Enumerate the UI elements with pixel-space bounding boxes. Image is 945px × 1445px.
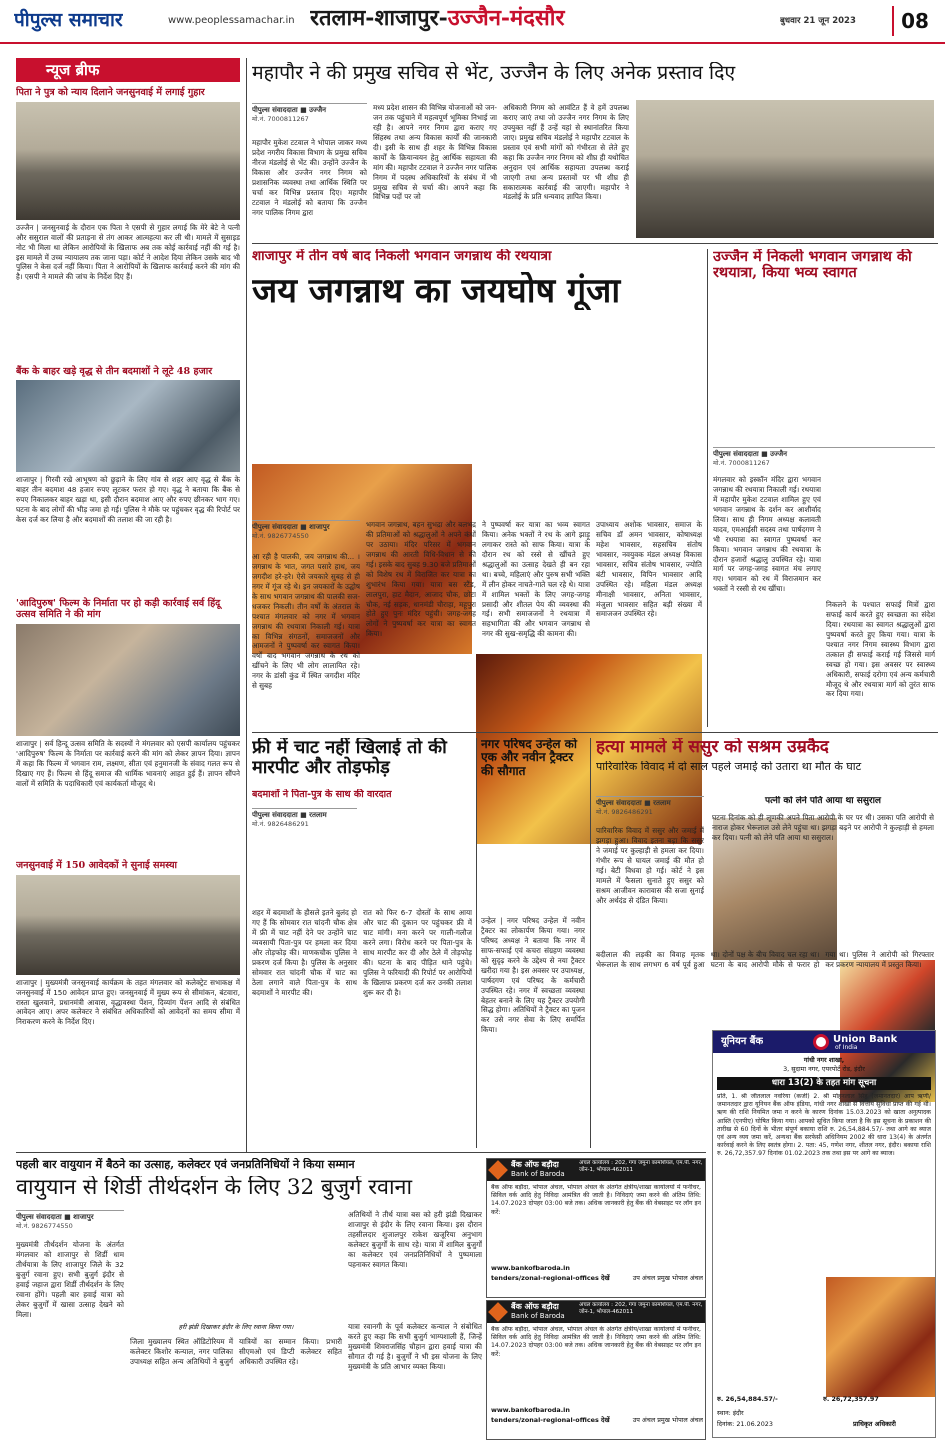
story-mayor-col3: अधिकारी निगम को आवंटित हैं वे हमें उपलब्ध कराए जाएं तथा जो उज्जैन नगर निगम के लिए उपयुक्त नहीं हैं उन्हें यहां से स्थानांतरित किया जाए। प्रमुख सचिव मंडलोई ने महापौर टटवाल के प्रस्ताव एवं सभी मांगों को गंभीरता से लेते हुए कहा कि उज्जैन नगर निगम को शीघ्र ही यथोचित अनुदान एवं आर्थिक सहायता उपलब्ध कराई जाएगी तथा अन्य प्रस्तावों पर भी शीघ्र ही सकारात्मक कार्रवाई की जाएगी। महापौर ने मंडलोई के प्रति धन्यवाद ज्ञापित किया।	[503, 103, 629, 202]
brief-3-photo	[16, 624, 240, 736]
news-brief-column	[16, 58, 240, 1148]
bob-ad-1-tender[interactable]: tenders/zonal-regional-offices देखें	[491, 1274, 610, 1282]
issue-date: बुधवार 21 जून 2023	[780, 16, 856, 26]
murder-phone: मो.नं. 9826486291	[596, 808, 653, 817]
brief-item-1	[16, 88, 240, 363]
murder-col1: पारिवारिक विवाद में ससुर और जमाई में झगड़ा हुआ। विवाद इतना बढ़ा कि ससुर ने जमाई पर कुल्हाड़ी से हमला कर दिया। गंभीर रूप से घायल जमाई की मौत हो गई। बेटी विधवा हो गई। कोर्ट ने इस मामले में फैसला सुनाते हुए ससुर को सश्रम आजीवन कारावास की सजा सुनाई और अर्थदंड से दंडित किया।	[596, 826, 704, 905]
rath-phone: मो.नं. 9826774550	[252, 532, 309, 541]
chat-subhead: बदमाशों ने पिता-पुत्र के साथ की वारदात	[252, 789, 392, 800]
brief-3-title: 'आदिपुरुष' फिल्म के निर्माता पर हो कड़ी कार्रवाई सर्व हिंदू उत्सव समिति ने की मांग	[16, 598, 221, 621]
tirth-col1: मुख्यमंत्री तीर्थदर्शन योजना के अंतर्गत मंगलवार को शाजापुर से शिर्डी धाम तीर्थयात्रा के लिए शाजापुर जिले के 32 बुजुर्ग रवाना हुए। सभी बुजुर्ग इंदौर से हवाई जहाज द्वारा शिर्डी तीर्थदर्शन के लिए रवाना होंगे। पहली बार हवाई यात्रा को लेकर बुजुर्गों में खासा उत्साह देखने को मिला।	[16, 1240, 124, 1319]
chat-col2: रात को फिर 6-7 दोस्तों के साथ आया और चाट की दुकान पर पहुंचकर फ्री में चाट मांगी। मना करने पर गाली-गलौज करने लगा। विरोध करने पर पिता-पुत्र के साथ मारपीट कर दी और ठेले में तोड़फोड़ की। घटना के बाद पीड़ित थाने पहुंचे। पुलिस ने फरियादी की रिपोर्ट पर आरोपियों के खिलाफ प्रकरण दर्ज कर उनकी तलाश शुरू कर दी है।	[363, 908, 472, 997]
chat-byline-text: पीपुल्स संवाददाता ■ रतलाम	[252, 811, 327, 819]
bob-ad-2-sign: उप अंचल प्रमुख भोपाल अंचल	[632, 1416, 703, 1424]
brief-4-body: शाजापुर | मुख्यमंत्री जनसुनवाई कार्यक्रम के तहत मंगलवार को कलेक्ट्रेट सभाकक्ष में जनसुनवाई में 150 आवेदन प्राप्त हुए। जनसुनवाई में मुख्य रूप से सीमांकन, बंटवारा, रास्ता खुलवाने, प्रधानमंत्री आवास, वृद्धावस्था पेंशन, दिव्यांग पेंशन आदि से संबंधित आवेदन आए। अपर कलेक्टर ने संबंधित अधिकारियों को आवेदनों का समय सीमा में निराकरण करने के निर्देश दिए।	[16, 977, 240, 1027]
section-title-a: रतलाम-शाजापुर-	[310, 5, 448, 31]
brief-3-body: शाजापुर | सर्व हिन्दू उत्सव समिति के सदस्यों ने मंगलवार को एसपी कार्यालय पहुंचकर 'आदिपुरुष' फिल्म के निर्माता पर कार्रवाई करने की मांग को लेकर ज्ञापन दिया। ज्ञापन में कहा कि फिल्म में भगवान राम, लक्ष्मण, सीता एवं हनुमानजी के संवाद गलत रूप से दिखाए गए हैं। फिल्म से हिंदू समाज की धार्मिक भावनाएं आहत हुई हैं। ज्ञापन सौंपने वालों में समिति के पदाधिकारी एवं कार्यकर्ता मौजूद थे।	[16, 738, 240, 788]
rath-byline-text: पीपुल्स संवाददाता ■ शाजापुर	[252, 523, 330, 531]
union-bank-amount-1: रु. 26,54,884.57/-	[717, 1395, 778, 1403]
union-bank-amount-2: रु. 26,72,357.97	[823, 1395, 879, 1403]
bob-ad-1-sign: उप अंचल प्रमुख भोपाल अंचल	[632, 1274, 703, 1282]
ujjain-rath-phone: मो.नं. 7000811267	[713, 459, 770, 468]
logo[interactable]: पीपुल्स समाचार	[14, 9, 123, 31]
bob-ad-1-body: बैंक ऑफ बड़ौदा, भोपाल अंचल, भोपाल अंचल के अंतर्गत क्षेत्रीय/शाखा कार्यालयों में फर्नीचर, सिविल वर्क आदि हेतु निविदा आमंत्रित की जाती है। निविदाएं जमा करने की अंतिम तिथि: 14.07.2023 दोपहर 03:00 बजे तक। अधिक जानकारी हेतु बैंक की वेबसाइट पर लॉग इन करें:	[491, 1184, 701, 1216]
bob-ad-2-office: अंचल कार्यालय : 202, गंगा जमुना कामर्शियल, एम.पी. नगर, जोन-1, भोपाल-462011	[579, 1302, 703, 1315]
bob-ad-1-name: बैंक ऑफ बड़ौदा	[511, 1160, 559, 1169]
union-bank-body: प्रति, 1. श्री जीतलाल नवरिया (कर्जी) 2. श्री मोहनलाल सिंह (जमानतदार) आप ऋणी/जमानतदार द्वारा यूनियन बैंक ऑफ इंडिया, गांधी नगर शाखा से वित्तीय सुविधा प्राप्त की गई थी। ऋण की राशि नियमित जमा न करने के कारण दिनांक 15.03.2023 को खाता अनुत्पादक आस्ति (एनपीए) घोषित किया गया। आपको सूचित किया जाता है कि इस सूचना के प्रकाशन की तारीख से 60 दिनों के भीतर संपूर्ण बकाया राशि रु. 26,54,884.57/- तथा आगे का ब्याज एवं अन्य व्यय जमा करें, अन्यथा बैंक सरफेसी अधिनियम 2002 की धारा 13(4) के अंतर्गत कार्रवाई करने के लिए स्वतंत्र होगा। 2. पता: 45, गणेश नगर, शीतल नगर, इंदौर। बकाया राशि रु. 26,72,357.97 दिनांक 01.02.2023 तक तथा इस पर आगे का ब्याज।	[717, 1093, 931, 1158]
ujjain-rath-byline	[713, 447, 935, 468]
union-bank-header	[713, 1031, 935, 1053]
union-bank-logo-icon	[813, 1034, 829, 1050]
bob-ad-1-name-en: Bank of Baroda	[511, 1170, 565, 1178]
story-mayor-col1: महापौर मुकेश टटवाल ने भोपाल जाकर मध्य प्रदेश नगरीय विकास विभाग के प्रमुख सचिव नीरज मंडलोई से भेंट की। उन्होंने उज्जैन के विकास और उज्जैन नगर निगम को प्रशासनिक व्यवस्था तथा आर्थिक स्थिति पर चर्चा कर विभिन्न प्रस्ताव दिए। महापौर टटवाल ने मंडलोई को बताया कि उज्जैन नगर पालिक निगम द्वारा	[252, 138, 367, 217]
murder-col3: बदीलाल की लड़की का विवाह मृतक भेरूलाल के साथ लगभग 6 वर्ष पूर्व हुआ था। दोनों पक्ष के बीच विवाद चल रहा था। घटना के बाद आरोपी मौके से फरार हो गया था। पुलिस ने आरोपी को गिरफ्तार कर प्रकरण न्यायालय में प्रस्तुत किया।	[596, 950, 934, 969]
ujjain-rath-col1: मंगलवार को इस्कॉन मंदिर द्वारा भगवान जगन्नाथ की रथयात्रा निकाली गई। रथयात्रा में महापौर मुकेश टटवाल शामिल हुए एवं भगवान जगन्नाथ के दर्शन कर आशीर्वाद लिया। साथ ही निगम अध्यक्ष कलावती यादव, एमआईसी सदस्य तथा पार्षदगण ने भी रथयात्रा का स्वागत पुष्पवर्षा कर किया। भगवान जगन्नाथ की रथयात्रा के दौरान हजारों श्रद्धालु उपस्थित रहे। यात्रा मार्ग पर जगह-जगह स्वागत मंच लगाए गए। भगवान को रथ में विराजमान कर भक्तों ने रस्सी से रथ खींचा।	[713, 475, 821, 594]
chat-byline	[252, 808, 357, 829]
brief-1-title: पिता ने पुत्र को न्याय दिलाने जनसुनवाई में लगाई गुहार	[16, 87, 205, 98]
bob-ad-1	[486, 1158, 706, 1298]
column-divider-3	[476, 738, 477, 1148]
murder-col2: घटना दिनांक को ही लूणकी अपने पिता आरोपी के घर पर थी। उसका पति आरोपी से नाराज होकर भेरूलाल उसे लेने पहुंचा था। झगड़ा बढ़ने पर आरोपी ने कुल्हाड़ी से हमला कर दिया। पत्नी को लेने पति आया था ससुराल।	[712, 813, 934, 842]
story-mayor-phone: मो.नं. 7000811267	[252, 115, 309, 124]
rath-col4: उपाध्याय अशोक भावसार, समाज के सचिव डॉ अमन भावसार, कोषाध्यक्ष महेश भावसार, सहसचिव संतोष भावसार, नवयुवक मंडल अध्यक्ष विकास भावसार, सचिव संतोष भावसार, ज्योति बंटी भावसार, विपिन भावसार आदि उपस्थित रहे। महिला मंडल अध्यक्ष मीनाक्षी भावसार, अनिता भावसार, मंजुला भावसार सहित बड़ी संख्या में समाजजन उपस्थित रहे।	[596, 520, 702, 619]
union-bank-notice-title: धारा 13(2) के तहत मांग सूचना	[717, 1077, 931, 1090]
tirth-col2: अतिथियों ने तीर्थ यात्रा बस को हरी झंडी दिखाकर शाजापुर से इंदौर के लिए रवाना किया। इस दौरान तहसीलदार शुजालपुर राकेश खजूरिया अनुभाग कलेक्टर बुजुर्गों के साथ रहे। यात्रा में शामिल बुजुर्गों का कलेक्टर एवं जनप्रतिनिधियों ने पुष्पमाला पहनाकर स्वागत किया।	[348, 1210, 482, 1269]
bob-ad-2-logo-icon	[488, 1302, 508, 1322]
column-divider-4	[590, 738, 591, 1148]
union-bank-signatory: प्राधिकृत अधिकारी	[853, 1420, 896, 1428]
row-divider-3	[16, 1152, 706, 1153]
rath-col2: भगवान जगन्नाथ, बहन सुभद्रा और बलभद्र की प्रतिमाओं को श्रद्धालुओं ने अपने कंधों पर उठाया। मंदिर परिसर में भगवान जगन्नाथ की आरती विधि-विधान से की गई। इसके बाद सुबह 9.30 बजे प्रतिमाओं को विशेष रथ में विराजित कर यात्रा का शुभारंभ किया गया। यात्रा बस स्टैंड, लालपुरा, हाट मैदान, आजाद चौक, छोटा चौक, नई सड़क, धानमंडी चौराहा, महूपुरा होते हुए पुनः मंदिर पहुंची। जगह-जगह लोगों ने पुष्पवर्षा कर यात्रा का स्वागत किया।	[366, 520, 476, 639]
brief-2-body: शाजापुर | गिरवी रखे आभूषण को छुड़ाने के लिए गांव से शहर आए वृद्ध से बैंक के बाहर तीन बदमाश 48 हजार रुपए लूटकर फरार हो गए। वृद्ध ने बताया कि बैंक से रुपए निकालकर बाहर खड़ा था, इसी दौरान बदमाश आए और रुपए छीनकर भाग गए। घटना के बाद लोगों की भीड़ जमा हो गई। पुलिस ने मौके पर पहुंचकर वृद्ध की रिपोर्ट पर केस दर्ज कर लिया है और बदमाशों की तलाश की जा रही है।	[16, 475, 240, 525]
section-title	[310, 4, 640, 38]
bob-ad-2-name: बैंक ऑफ बड़ौदा	[511, 1302, 559, 1311]
brief-item-3	[16, 599, 240, 856]
tirth-phone: मो.नं. 9826774550	[16, 1222, 73, 1231]
story-mayor-headline: महापौर ने की प्रमुख सचिव से भेंट, उज्जैन के लिए अनेक प्रस्ताव दिए	[252, 62, 736, 84]
bob-ad-1-header	[487, 1159, 705, 1181]
brief-item-2	[16, 367, 240, 596]
union-bank-sub: of India	[835, 1044, 858, 1051]
murder-byline-text: पीपुल्स संवाददाता ■ रतलाम	[596, 799, 671, 807]
brief-item-4	[16, 861, 240, 1074]
chat-col1: शहर में बदमाशों के हौसले इतने बुलंद हो गए हैं कि सोमवार रात चांदनी चौक क्षेत्र में फ्री में चाट नहीं देने पर उन्होंने चाट व्यवसायी पिता-पुत्र पर हमला कर दिया और तोड़फोड़ की। माणकचौक पुलिस ने प्रकरण दर्ज किया है। पुलिस के अनुसार सोमवार रात चांदनी चौक में चाट का ठेला लगाने वाले पिता-पुत्र के साथ बदमाशों ने मारपीट की।	[252, 908, 357, 997]
murder-pullquote: पत्नी को लेने पति आया था ससुराल	[764, 796, 882, 806]
story-mayor-byline	[252, 103, 367, 124]
brief-1-photo	[16, 102, 240, 220]
rath-headline: जय जगन्नाथ का जयघोष गूंजा	[252, 272, 621, 311]
bob-ad-2-body: बैंक ऑफ बड़ौदा, भोपाल अंचल, भोपाल अंचल के अंतर्गत क्षेत्रीय/शाखा कार्यालयों में फर्नीचर, सिविल वर्क आदि हेतु निविदा आमंत्रित की जाती है। निविदाएं जमा करने की अंतिम तिथि: 14.07.2023 दोपहर 03:00 बजे तक। अधिक जानकारी हेतु बैंक की वेबसाइट पर लॉग इन करें:	[491, 1326, 701, 1358]
row-divider-2	[252, 732, 938, 733]
union-bank-place: स्थान: इंदौर	[717, 1409, 744, 1417]
brief-2-title: बैंक के बाहर खड़े वृद्ध से तीन बदमाशों ने लूटे 48 हजार	[16, 365, 213, 377]
tirth-col4: जिला मुख्यालय स्थित ऑडिटोरियम में कलेक्टर किशोर कन्याल, नगर पालिका उपाध्यक्ष सहित अन्य अतिथियों ने बुजुर्ग यात्रियों का सम्मान किया। प्रभारी सीएमओ एवं डिप्टी कलेक्टर सहित अधिकारी उपस्थित रहे।	[130, 1337, 342, 1366]
union-bank-date: दिनांक: 21.06.2023	[717, 1420, 773, 1428]
ujjain-rath-headline: उज्जैन में निकली भगवान जगन्नाथ की रथयात्रा, किया भव्य स्वागत	[713, 249, 912, 282]
tirth-col3: यात्रा रवानगी के पूर्व कलेक्टर कन्याल ने संबोधित करते हुए कहा कि सभी बुजुर्ग भाग्यशाली हैं, जिन्हें मुख्यमंत्री शिवराजसिंह चौहान द्वारा हवाई यात्रा की सौगात दी गई है। बुजुर्गों ने भी इस योजना के लिए मुख्यमंत्री के प्रति आभार व्यक्त किया।	[348, 1322, 482, 1371]
rath-col1: आ रही है पालकी, जय जगन्नाथ की... । जगन्नाथ के भात, जगत पसारे हाथ, जय जगदीश हरे-हरे। ऐसे जयकारे सुबह से ही नगर में गूंज रहे थे। इन जयकारों के उद्घोष के साथ भगवान जगन्नाथ की पालकी सज-धजकर निकली। तीन वर्षों के अंतराल के पश्चात मंगलवार को नगर में भगवान जगन्नाथ की रथयात्रा निकाली गई। यात्रा का विभिन्न संगठनों, समाजजनों और आमजनों ने पुष्पवर्षा कर स्वागत किया। वर्षों बाद भगवान जगन्नाथ के रथ को खींचने के लिए भी लोग लालायित रहे। नगर के डांसी कुंड में स्थित जगदीश मंदिर से सुबह	[252, 552, 360, 691]
brief-2-photo	[16, 380, 240, 472]
page-number: 08	[892, 6, 936, 36]
bob-ad-1-logo-icon	[488, 1160, 508, 1180]
story-mayor-byline-text: पीपुल्स संवाददाता ■ उज्जैन	[252, 106, 327, 114]
brief-4-title: जनसुनवाई में 150 आवेदकों ने सुनाई समस्या	[16, 859, 178, 871]
bob-ad-2-web[interactable]: www.bankofbaroda.in	[491, 1406, 570, 1414]
union-bank-name-en: Union Bank	[833, 1034, 898, 1045]
bob-ad-2	[486, 1300, 706, 1440]
section-title-b: उज्जैन-मंदसौर	[447, 5, 565, 31]
news-brief-tag: न्यूज ब्रीफ	[16, 58, 240, 82]
ujjain-rath-col2: निकलने के पश्चात सफाई मित्रों द्वारा सफाई कार्य करते हुए स्वच्छता का संदेश दिया। रथयात्रा का स्वागत श्रद्धालुओं द्वारा पुष्पवर्षा करते हुए किया गया। यात्रा के पश्चात नगर निगम स्वास्थ्य विभाग द्वारा तत्काल ही सफाई कराई गई जिससे मार्ग स्वच्छ हो गया। इस अवसर पर स्वास्थ्य अधिकारी, सफाई दरोगा एवं अन्य कर्मचारी मौजूद थे और रथयात्रा मार्ग को तुरंत साफ कर दिया गया।	[826, 600, 935, 699]
ujjain-rath-byline-text: पीपुल्स संवाददाता ■ उज्जैन	[713, 450, 788, 458]
tirth-caption: हरी झंडी दिखाकर इंदौर के लिए रवाना किया गया।	[178, 1323, 294, 1331]
union-bank-branch: गांधी नगर शाखा,	[803, 1056, 845, 1064]
murder-byline	[596, 796, 704, 817]
murder-subhead: पारिवारिक विवाद में दो साल पहले जमाई को उतारा था मौत के घाट	[596, 761, 862, 773]
tirth-headline: वायुयान से शिर्डी तीर्थदर्शन के लिए 32 बुजुर्ग रवाना	[16, 1176, 413, 1200]
site-url[interactable]: www.peoplessamachar.in	[168, 15, 295, 26]
brief-1-body: उज्जैन | जनसुनवाई के दौरान एक पिता ने एसपी से गुहार लगाई कि मेरे बेटे ने पत्नी और ससुराल वालों की प्रताड़ना से तंग आकर आत्महत्या कर ली थी। मामले में सुसाइड नोट भी मिला था लेकिन आरोपियों के खिलाफ अब तक कोई कार्रवाई नहीं की गई है। इस मामले में उच्च न्यायालय तक जाना पड़ा। कोर्ट ने आदेश दिया लेकिन उसके बाद भी पुलिस ने केस दर्ज नहीं किया। पिता ने आरोपियों के खिलाफ कार्रवाई करने की मांग की है। एसपी ने मामले की जांच के निर्देश दिए हैं।	[16, 222, 240, 282]
story-mayor-col2: मध्य प्रदेश शासन की विभिन्न योजनाओं को जन-जन तक पहुंचाने में महत्वपूर्ण भूमिका निभाई जा रही है। आपने नगर निगम द्वारा कराए गए सिंहस्थ तथा अन्य विकास कार्यों की जानकारी दी। इसी के साथ ही शहर के विभिन्न विकास कार्यों के क्रियान्वयन हेतु आर्थिक सहायता की मांग की। महापौर टटवाल ने उज्जैन नगर पालिक निगम में पदस्थ अधिकारियों के संबंध में भी प्रमुख सचिव से चर्चा की। आपने कहा कि विभिन्न पदों पर जो	[373, 103, 497, 202]
column-divider	[246, 58, 247, 1153]
chat-headline: फ्री में चाट नहीं खिलाई तो की मारपीट और तोड़फोड़	[252, 738, 447, 779]
bob-ad-1-office: अंचल कार्यालय : 202, गंगा जमुना कामर्शियल, एम.पी. नगर, जोन-1, भोपाल-462011	[579, 1160, 703, 1173]
union-bank-notice	[712, 1030, 936, 1438]
story-mayor-photo	[636, 100, 934, 238]
bob-ad-2-tender[interactable]: tenders/zonal-regional-offices देखें	[491, 1416, 610, 1424]
tirth-byline	[16, 1210, 124, 1231]
bob-ad-2-name-en: Bank of Baroda	[511, 1312, 565, 1320]
bob-ad-2-header	[487, 1301, 705, 1323]
rath-kicker: शाजापुर में तीन वर्ष बाद निकली भगवान जगन्नाथ की रथयात्रा	[252, 249, 552, 264]
union-bank-address: 3, सुदामा नगर, एयरपोर्ट रोड, इंदौर	[783, 1065, 865, 1073]
murder-headline: हत्या मामले में ससुर को सश्रम उम्रकैद	[596, 738, 829, 757]
chat-phone: मो.नं. 9826486291	[252, 820, 309, 829]
masthead	[0, 0, 945, 44]
row-divider	[252, 243, 938, 244]
tirth-kicker: पहली बार वायुयान में बैठने का उत्साह, कलेक्टर एवं जनप्रतिनिधियों ने किया सम्मान	[16, 1158, 355, 1171]
bob-ad-1-web[interactable]: www.bankofbaroda.in	[491, 1264, 570, 1272]
rath-byline	[252, 520, 360, 541]
brief-4-photo	[16, 875, 240, 975]
rath-col3: ने पुष्पवर्षा कर यात्रा का भव्य स्वागत किया। अनेक भक्तों ने रथ के आगे झाड़ू लगाकर रास्ते को साफ किया। यात्रा के दौरान रथ को रस्से से खींचते हुए श्रद्धालुओं का उत्साह देखते ही बन रहा था। बच्चे, महिलाएं और पुरुष सभी भक्ति में लीन होकर नाचते-गाते चल रहे थे। यात्रा में शामिल भक्तों के लिए जगह-जगह प्रसादी और शीतल पेय की व्यवस्था की गई। सभी समाजजनों ने रथयात्रा में सहभागिता की और भगवान जगन्नाथ से नगर की सुख-समृद्धि की कामना की।	[482, 520, 590, 639]
tirth-byline-text: पीपुल्स संवाददाता ■ शाजापुर	[16, 1213, 94, 1221]
tractor-headline: नगर परिषद उन्हेल को एक और नवीन ट्रैक्टर की सौगात	[481, 738, 577, 778]
union-bank-name-hi: यूनियन बैंक	[721, 1036, 764, 1047]
column-divider-2	[707, 249, 708, 727]
tractor-body: उन्हेल | नगर परिषद उन्हेल में नवीन ट्रैक्टर का लोकार्पण किया गया। नगर परिषद अध्यक्ष ने बताया कि नगर में साफ-सफाई एवं कचरा संग्रहण व्यवस्था को सुदृढ़ करने के उद्देश्य से नया ट्रैक्टर खरीदा गया है। इस अवसर पर उपाध्यक्ष, पार्षदगण एवं परिषद के कर्मचारी उपस्थित रहे। नगर में स्वच्छता व्यवस्था बेहतर बनाने के लिए यह ट्रैक्टर उपयोगी सिद्ध होगा। अतिथियों ने ट्रैक्टर का पूजन कर उसे नगर सेवा के लिए समर्पित किया।	[481, 916, 585, 1035]
